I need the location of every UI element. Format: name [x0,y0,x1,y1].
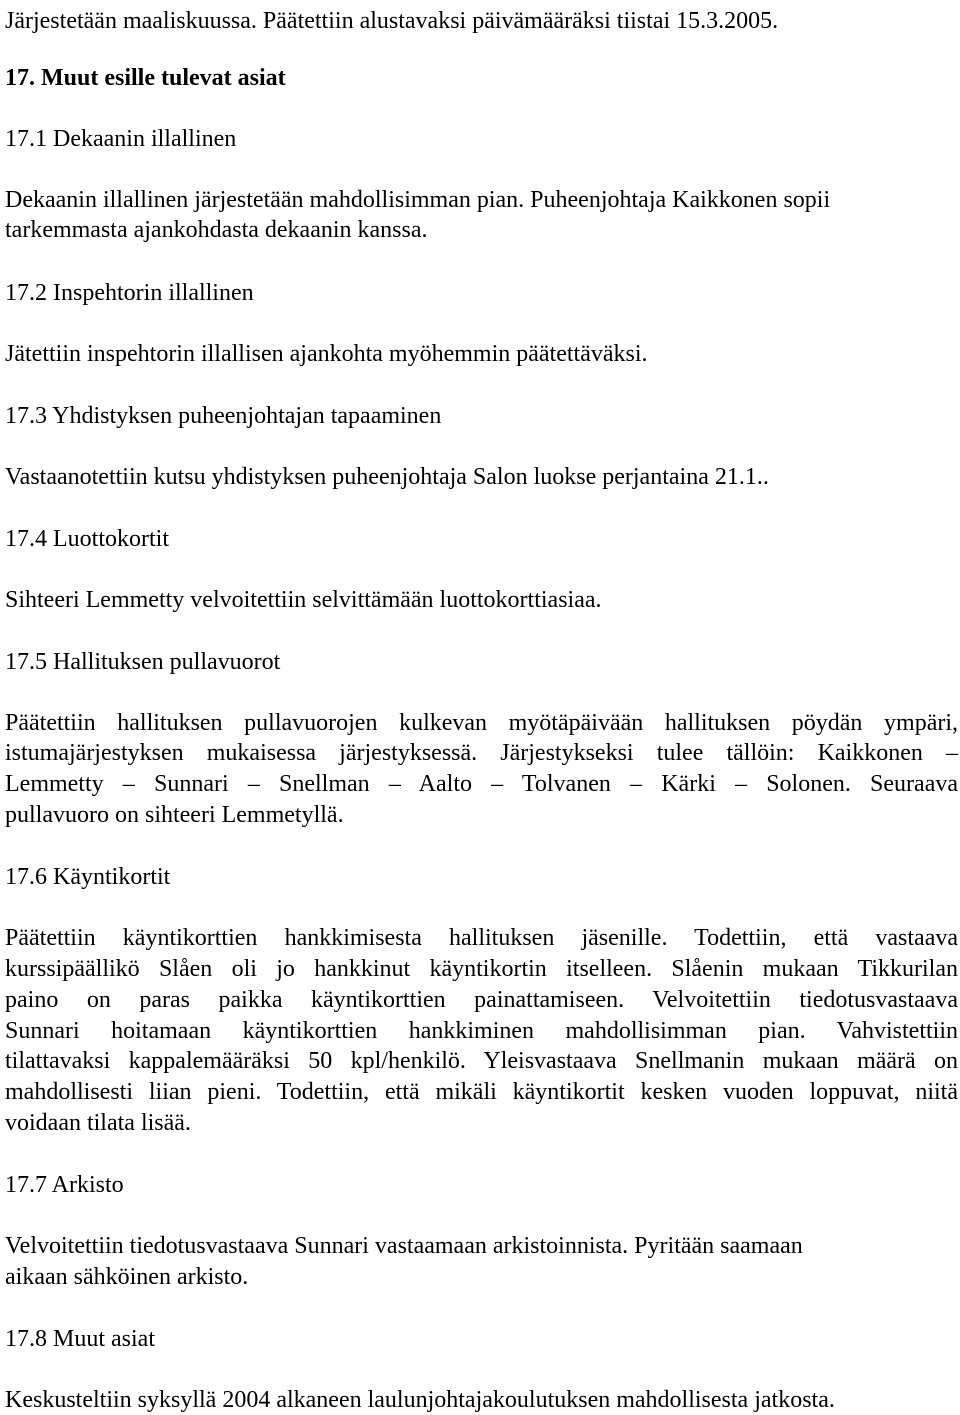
paragraph-line: mahdollisesti liian pieni. Todettiin, että mikäli käyntikortit kesken vuoden loppuvat, niitä [5,1079,958,1105]
paragraph-line: Päätettiin käyntikorttien hankkimisesta hallituksen jäsenille. Todettiin, että vastaava [5,925,958,951]
item-heading-17-4: 17.4 Luottokortit [5,526,169,552]
paragraph-line: Lemmetty – Sunnari – Snellman – Aalto – Tolvanen – Kärki – Solonen. Seuraava [5,771,958,797]
paragraph-line: kurssipäällikö Slåen oli jo hankkinut käyntikortin itselleen. Slåenin mukaan Tikkurilan [5,956,958,982]
paragraph-line: Päätettiin hallituksen pullavuorojen kulkevan myötäpäivään hallituksen pöydän ympäri, [5,710,958,736]
section-heading: 17. Muut esille tulevat asiat [5,65,286,91]
paragraph-line: tilattavaksi kappalemääräksi 50 kpl/henkilö. Yleisvastaava Snellmanin mukaan määrä on [5,1048,958,1074]
item-heading-17-1: 17.1 Dekaanin illallinen [5,126,237,152]
item-heading-17-8: 17.8 Muut asiat [5,1326,155,1352]
paragraph-line: Sihteeri Lemmetty velvoitettiin selvittämään luottokorttiasiaa. [5,587,602,613]
intro-text: Järjestetään maaliskuussa. Päätettiin alustavaksi päivämääräksi tiistai 15.3.2005. [5,8,779,34]
item-heading-17-3: 17.3 Yhdistyksen puheenjohtajan tapaaminen [5,403,442,429]
paragraph-line: voidaan tilata lisää. [5,1110,191,1136]
paragraph-line: istumajärjestyksen mukaisessa järjestyksessä. Järjestykseksi tulee tällöin: Kaikkonen – [5,740,958,766]
item-heading-17-5: 17.5 Hallituksen pullavuorot [5,649,281,675]
paragraph-line: Vastaanotettiin kutsu yhdistyksen puheenjohtaja Salon luokse perjantaina 21.1.. [5,464,769,490]
item-heading-17-6: 17.6 Käyntikortit [5,864,171,890]
item-heading-17-2: 17.2 Inspehtorin illallinen [5,280,254,306]
paragraph-line: aikaan sähköinen arkisto. [5,1264,249,1290]
paragraph-line: Sunnari hoitamaan käyntikorttien hankkiminen mahdollisimman pian. Vahvistettiin [5,1018,958,1044]
paragraph-line: tarkemmasta ajankohdasta dekaanin kanssa. [5,217,428,243]
item-heading-17-7: 17.7 Arkisto [5,1172,124,1198]
paragraph-line: Keskusteltiin syksyllä 2004 alkaneen laulunjohtajakoulutuksen mahdollisesta jatkosta. [5,1387,835,1413]
paragraph-line: Jätettiin inspehtorin illallisen ajankohta myöhemmin päätettäväksi. [5,341,648,367]
paragraph-line: Velvoitettiin tiedotusvastaava Sunnari vastaamaan arkistoinnista. Pyritään saamaan [5,1233,803,1259]
paragraph-line: paino on paras paikka käyntikorttien painattamiseen. Velvoitettiin tiedotusvastaava [5,987,958,1013]
paragraph-line: Dekaanin illallinen järjestetään mahdollisimman pian. Puheenjohtaja Kaikkonen sopii [5,187,831,213]
paragraph-line: pullavuoro on sihteeri Lemmetyllä. [5,802,344,828]
